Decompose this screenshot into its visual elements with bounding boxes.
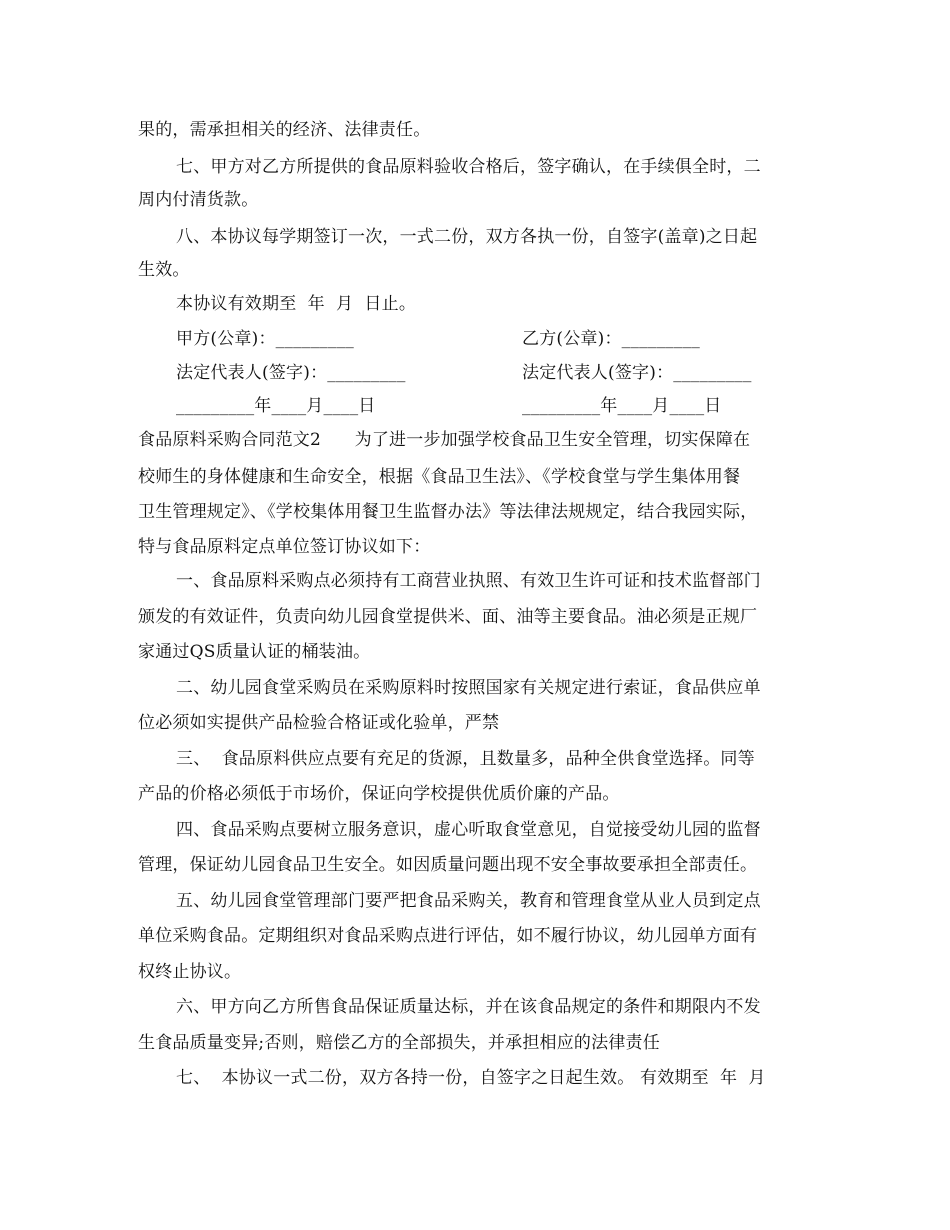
- text-line: 产品的价格必须低于市场价，保证向学校提供优质价廉的产品。: [138, 784, 620, 804]
- signature-party-a-date: _________年____月____日: [176, 396, 376, 416]
- text-line: 权终止协议。: [138, 962, 242, 982]
- signature-party-a-rep: 法定代表人(签字)：_________: [176, 363, 406, 383]
- text-line: 六、甲方向乙方所售食品保证质量达标，并在该食品规定的条件和期限内不发: [176, 997, 761, 1017]
- text-line: 卫生管理规定》、《学校集体用餐卫生监督办法》等法律法规规定，结合我园实际，: [138, 502, 758, 522]
- text-line: 校师生的身体健康和生命安全，根据《食品卫生法》、《学校食堂与学生集体用餐: [138, 467, 741, 487]
- text-line: 家通过QS质量认证的桶装油。: [138, 642, 371, 662]
- text-line: 一、食品原料采购点必须持有工商营业执照、有效卫生许可证和技术监督部门: [176, 571, 761, 591]
- text-line: 七、 本协议一式二份，双方各持一份，自签字之日起生效。 有效期至 年 月: [176, 1068, 766, 1088]
- text-line: 生食品质量变异;否则，赔偿乙方的全部损失，并承担相应的法律责任: [138, 1033, 660, 1053]
- text-line: 本协议有效期至 年 月 日止。: [176, 294, 417, 314]
- text-line: 生效。: [138, 260, 190, 280]
- signature-party-b-seal: 乙方(公章)：_________: [522, 329, 700, 349]
- text-line: 周内付清货款。: [138, 190, 259, 210]
- text-line: 颁发的有效证件，负责向幼儿园食堂提供米、面、油等主要食品。油必须是正规厂: [138, 607, 758, 627]
- signature-party-b-date: _________年____月____日: [522, 396, 722, 416]
- text-line: 四、食品采购点要树立服务意识，虚心听取食堂意见，自觉接受幼儿园的监督: [176, 820, 761, 840]
- text-line: 七、甲方对乙方所提供的食品原料验收合格后，签字确认，在手续俱全时，二: [176, 157, 761, 177]
- text-line: 管理，保证幼儿园食品卫生安全。如因质量问题出现不安全事故要承担全部责任。: [138, 855, 758, 875]
- text-line: 五、幼儿园食堂管理部门要严把食品采购关，教育和管理食堂从业人员到定点: [176, 891, 761, 911]
- signature-party-b-rep: 法定代表人(签字)：_________: [522, 363, 752, 383]
- text-line: 食品原料采购合同范文2 为了进一步加强学校食品卫生安全管理，切实保障在: [138, 430, 751, 450]
- text-line: 单位采购食品。定期组织对食品采购点进行评估，如不履行协议，幼儿园单方面有: [138, 926, 758, 946]
- text-line: 特与食品原料定点单位签订协议如下：: [138, 537, 431, 557]
- signature-party-a-seal: 甲方(公章)：_________: [176, 329, 354, 349]
- text-line: 位必须如实提供产品检验合格证或化验单，严禁: [138, 713, 500, 733]
- text-line: 果的，需承担相关的经济、法律责任。: [138, 120, 431, 140]
- text-line: 三、 食品原料供应点要有充足的货源，且数量多，品种全供食堂选择。同等: [176, 749, 755, 769]
- text-line: 八、本协议每学期签订一次，一式二份，双方各执一份，自签字(盖章)之日起: [176, 227, 758, 247]
- text-line: 二、幼儿园食堂采购员在采购原料时按照国家有关规定进行索证，食品供应单: [176, 678, 761, 698]
